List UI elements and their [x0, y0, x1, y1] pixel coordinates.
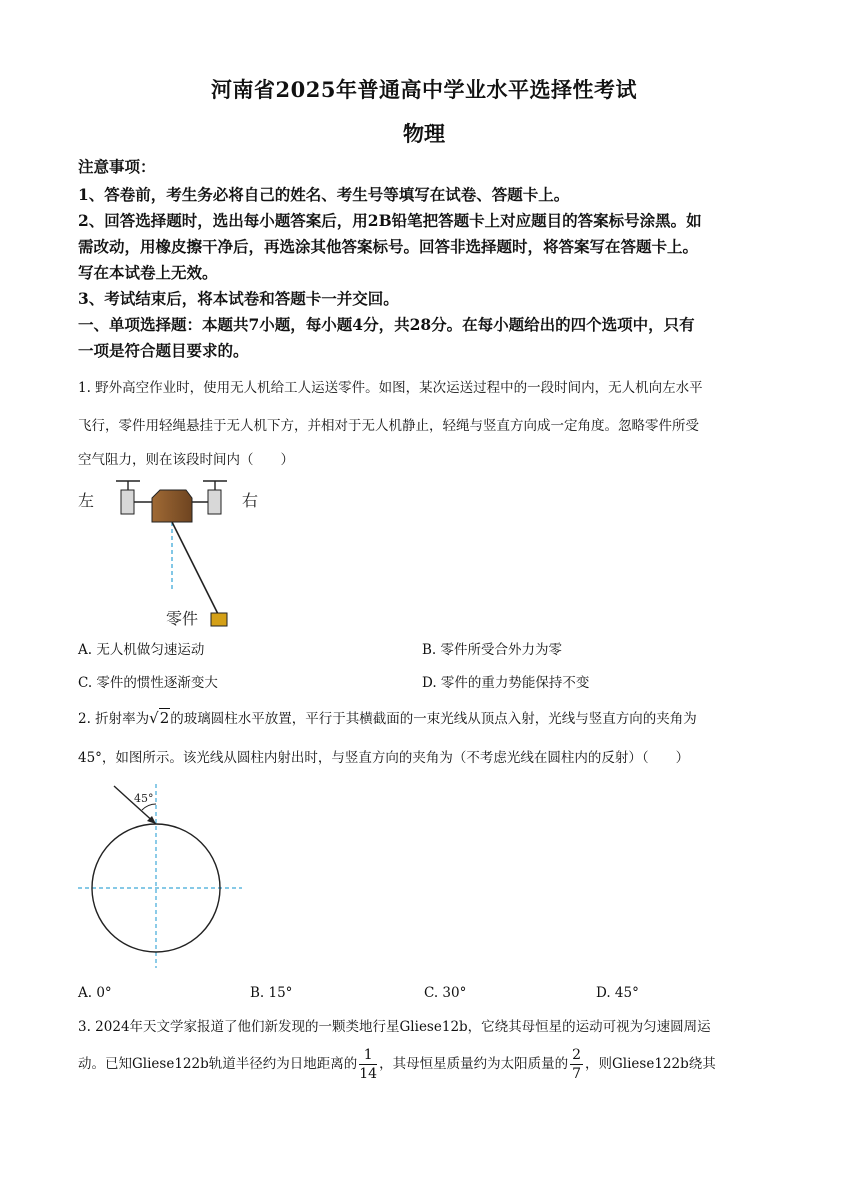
fraction-2-numerator: 2	[572, 1047, 581, 1063]
q2-option-b: B. 15°	[250, 985, 293, 1001]
q1-option-d: D. 零件的重力势能保持不变	[422, 675, 590, 691]
q1-line-3: 空气阻力，则在该段时间内（ ）	[78, 452, 294, 468]
q2-line-1	[78, 708, 697, 729]
section-1-line-1: 一、单项选择题：本题共7小题，每小题4分，共28分。在每小题给出的四个选项中，只有	[78, 315, 695, 334]
angle-label: 45°	[134, 792, 154, 805]
q1-line-2: 飞行，零件用轻绳悬挂于无人机下方，并相对于无人机静止，轻绳与竖直方向成一定角度。忽略零件所受	[78, 418, 699, 434]
q1-option-c: C. 零件的惯性逐渐变大	[78, 675, 218, 691]
sqrt-radicand: 2	[159, 709, 170, 727]
left-label: 左	[78, 491, 95, 510]
section-1-line-2: 一项是符合题目要求的。	[78, 341, 249, 360]
q2-option-a: A. 0°	[78, 985, 112, 1001]
exam-subject: 物理	[403, 121, 445, 146]
part-block	[211, 613, 227, 626]
q3-line-2	[78, 1044, 716, 1084]
q2-line-1-pre: 2. 折射率为	[78, 711, 150, 727]
q1-line-1: 1. 野外高空作业时，使用无人机给工人运送零件。如图，某次运送过程中的一段时间内，无人机向左水平	[78, 380, 703, 396]
fraction-1-denominator: 14	[359, 1066, 378, 1082]
q3-line-2-mid: ，其母恒星质量约为太阳质量的	[379, 1056, 569, 1072]
exam-title: 河南省2025年普通高中学业水平选择性考试	[211, 77, 637, 102]
notice-item-2-line-3: 写在本试卷上无效。	[78, 263, 218, 282]
fraction-1-numerator: 1	[359, 1046, 377, 1065]
q1-drone-figure	[70, 472, 290, 634]
q3-line-2-pre: 动。已知Gliese122b轨道半径约为日地距离的	[78, 1056, 358, 1072]
q1-option-b: B. 零件所受合外力为零	[422, 642, 563, 658]
q2-option-d: D. 45°	[596, 985, 639, 1001]
sqrt-expression: √2	[149, 709, 170, 727]
notice-item-2-line-1: 2、回答选择题时，选出每小题答案后，用2B铅笔把答题卡上对应题目的答案标号涂黑。如	[78, 211, 702, 230]
rope	[172, 522, 218, 614]
fraction-2-denominator: 7	[572, 1066, 581, 1082]
q2-line-2: 45°，如图所示。该光线从圆柱内射出时，与竖直方向的夹角为（不考虑光线在圆柱内的反射）（ ）	[78, 750, 690, 766]
left-motor	[121, 490, 134, 514]
notice-heading: 注意事项：	[78, 157, 156, 176]
q2-line-1-post: 的玻璃圆柱水平放置，平行于其横截面的一束光线从顶点入射，光线与竖直方向的夹角为	[170, 711, 697, 727]
notice-item-1: 1、答卷前，考生务必将自己的姓名、考生号等填写在试卷、答题卡上。	[78, 185, 570, 204]
fraction-2	[570, 1046, 583, 1083]
part-label: 零件	[166, 609, 199, 628]
q3-line-2-post: ，则Gliese122b绕其	[585, 1056, 716, 1072]
q2-cylinder-figure	[76, 782, 246, 972]
drone-body	[152, 490, 192, 522]
q2-option-c: C. 30°	[424, 985, 467, 1001]
notice-item-2-line-2: 需改动，用橡皮擦干净后，再选涂其他答案标号。回答非选择题时，将答案写在答题卡上。	[78, 237, 699, 256]
right-label: 右	[242, 491, 259, 510]
notice-item-3: 3、考试结束后，将本试卷和答题卡一并交回。	[78, 289, 399, 308]
q1-option-a: A. 无人机做匀速运动	[78, 642, 205, 658]
fraction-1	[359, 1046, 377, 1083]
q3-line-1: 3. 2024年天文学家报道了他们新发现的一颗类地行星Gliese12b，它绕其母恒星的运动可视为匀速圆周运	[78, 1019, 711, 1035]
right-motor	[208, 490, 221, 514]
